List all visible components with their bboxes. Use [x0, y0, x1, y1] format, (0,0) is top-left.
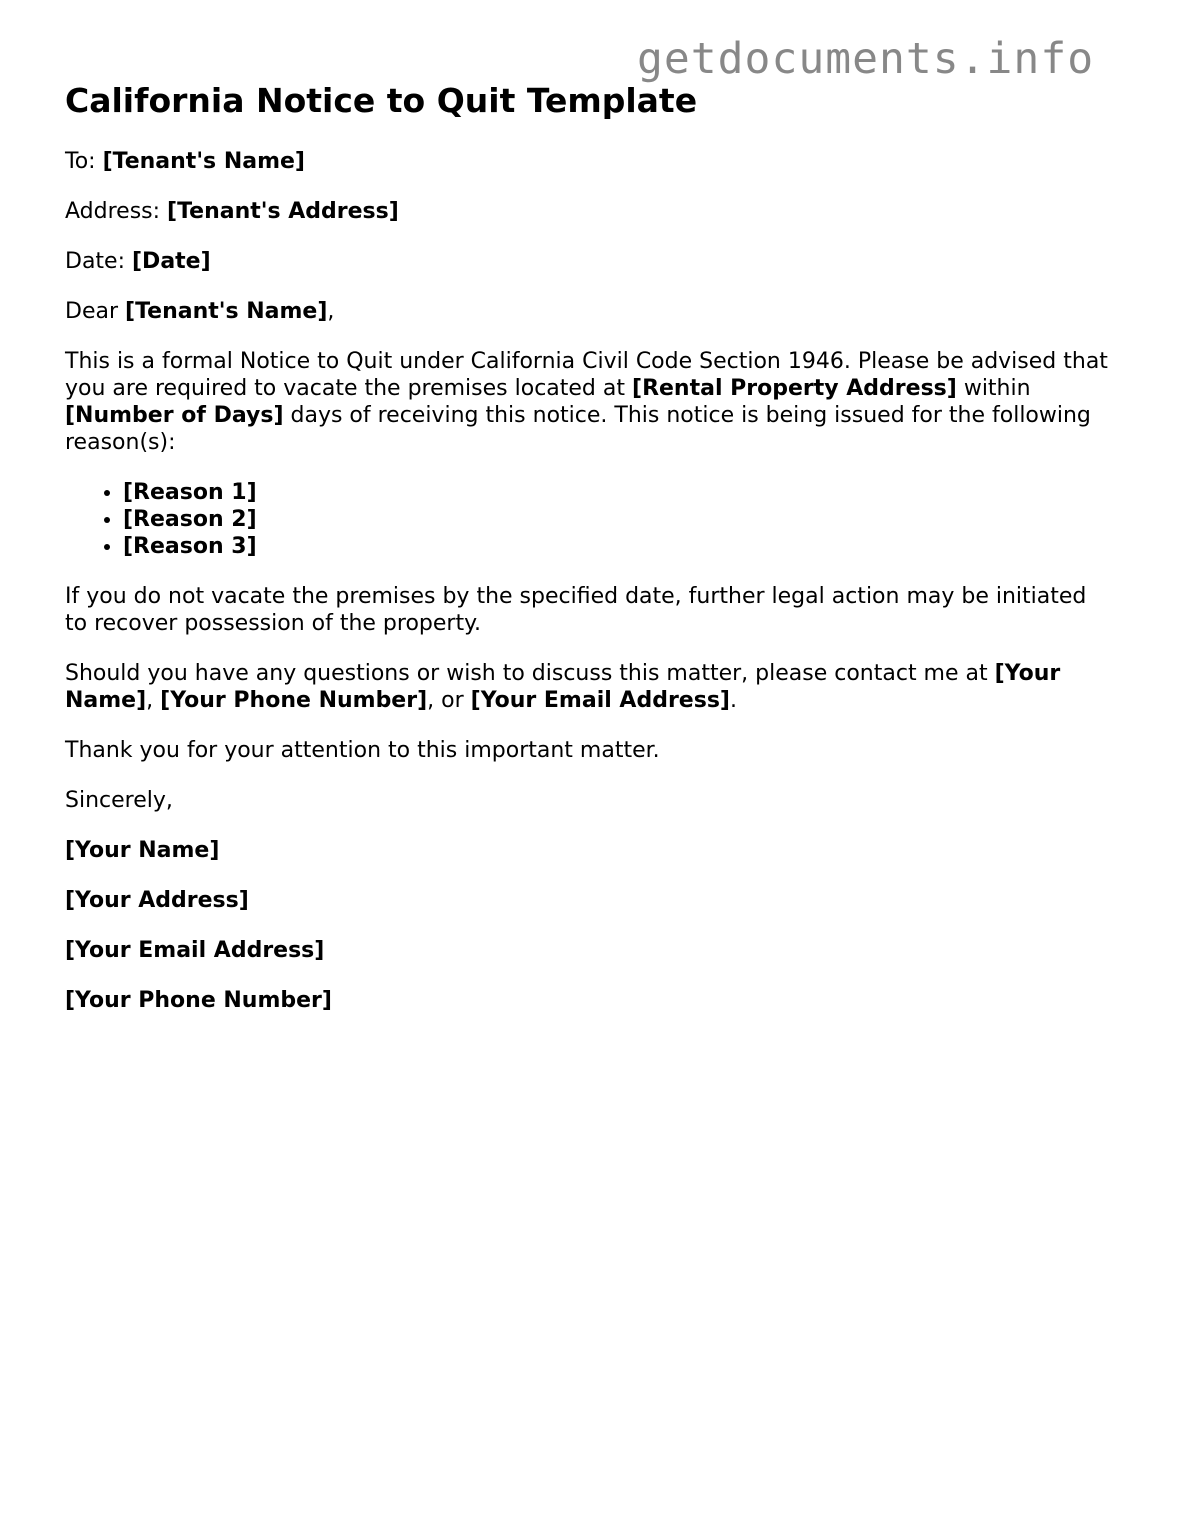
number-of-days: [Number of Days]: [65, 403, 284, 428]
greeting-prefix: Dear: [65, 299, 119, 324]
signature-phone: [65, 987, 1115, 1014]
closing: Sincerely,: [65, 788, 173, 813]
address-value: [Tenant's Address]: [167, 199, 399, 224]
signature-email: [65, 937, 1115, 964]
contact-name: [Your Name]: [65, 661, 1061, 713]
contact-sep-1: ,: [146, 688, 154, 713]
date-line: [65, 248, 1115, 275]
signature-name-value: [Your Name]: [65, 838, 220, 863]
signature-address: [65, 887, 1115, 914]
address-line: [65, 198, 1115, 225]
contact-text: Should you have any questions or wish to discuss this matter, please contact me at: [65, 661, 988, 686]
contact-end: .: [729, 688, 737, 713]
contact-email: [Your Email Address]: [470, 688, 730, 713]
list-item: • [Reason 1]: [123, 479, 1115, 506]
rental-property-address: [Rental Property Address]: [632, 376, 957, 401]
page-title: California Notice to Quit Template: [65, 81, 698, 120]
intro-paragraph: [65, 348, 1115, 456]
list-item: • [Reason 2]: [123, 506, 1115, 533]
signature-address-value: [Your Address]: [65, 888, 249, 913]
watermark: getdocuments.info: [637, 34, 1095, 84]
intro-text-2: within: [963, 376, 1031, 401]
date-label: Date:: [65, 249, 125, 274]
list-item: • [Reason 3]: [123, 533, 1115, 560]
intro-text-1: This is a formal Notice to Quit under California Civil Code Section 1946. Please be advised that you are required to vacate the premises located at: [65, 349, 1108, 401]
greeting-name: [Tenant's Name]: [125, 299, 328, 324]
greeting: [65, 298, 1115, 325]
to-line: [65, 148, 1115, 175]
address-label: Address:: [65, 199, 161, 224]
contact-paragraph: [65, 660, 1115, 714]
thanks-paragraph: Thank you for your attention to this important matter.: [65, 738, 660, 763]
to-label: To:: [65, 149, 96, 174]
intro-text-3: days of receiving this notice. This notice is being issued for the following reason(s):: [65, 403, 1091, 455]
signature-name: [65, 837, 1115, 864]
to-value: [Tenant's Name]: [102, 149, 305, 174]
reasons-list: [65, 479, 1115, 560]
contact-phone: [Your Phone Number]: [160, 688, 428, 713]
contact-sep-2: , or: [427, 688, 464, 713]
greeting-suffix: ,: [327, 299, 335, 324]
signature-email-value: [Your Email Address]: [65, 938, 325, 963]
warning-paragraph: If you do not vacate the premises by the specified date, further legal action may be initiated to recover possession of the property.: [65, 584, 1087, 636]
document-page: [65, 80, 1115, 1037]
date-value: [Date]: [132, 249, 211, 274]
signature-phone-value: [Your Phone Number]: [65, 988, 332, 1013]
